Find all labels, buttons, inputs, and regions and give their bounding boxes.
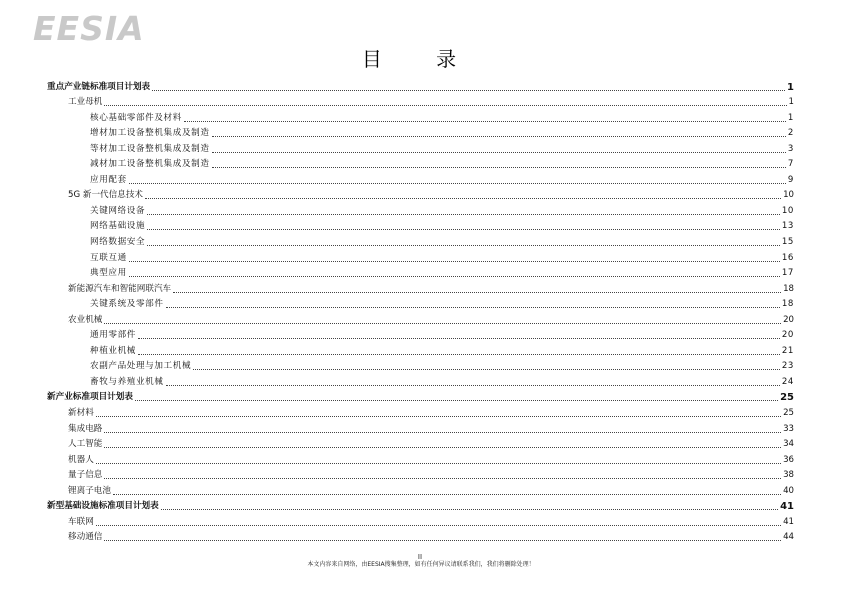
toc-leader-dots — [129, 261, 780, 262]
toc-entry-page: 1 — [787, 112, 794, 123]
toc-entry-page: 25 — [783, 408, 794, 419]
toc-entry-label: 5G 新一代信息技术 — [68, 190, 144, 201]
toc-entry-page: 34 — [783, 439, 794, 450]
toc-entry-page: 33 — [783, 423, 794, 434]
toc-entry-label: 机器人 — [68, 454, 94, 465]
toc-entry[interactable] — [47, 341, 794, 357]
toc-entry[interactable] — [47, 528, 794, 544]
toc-leader-dots — [212, 167, 786, 168]
toc-entry[interactable] — [47, 232, 794, 248]
toc-entry[interactable] — [47, 403, 794, 419]
table-of-contents — [47, 77, 794, 543]
toc-entry-label: 工业母机 — [68, 97, 103, 108]
toc-entry-label: 移动通信 — [68, 532, 103, 543]
toc-entry[interactable] — [47, 248, 794, 264]
toc-leader-dots — [104, 447, 781, 448]
toc-entry-page: 20 — [781, 330, 794, 341]
toc-entry-page: 44 — [783, 532, 794, 543]
toc-entry-label: 畜牧与养殖业机械 — [90, 376, 164, 387]
toc-entry-label: 网络数据安全 — [90, 237, 146, 248]
toc-entry-page: 18 — [781, 299, 794, 310]
toc-entry-label: 等材加工设备整机集成及制造 — [90, 143, 210, 154]
toc-entry[interactable] — [47, 512, 794, 528]
toc-entry-label: 重点产业链标准项目计划表 — [47, 81, 151, 92]
toc-entry[interactable] — [47, 279, 794, 295]
toc-entry-page: 36 — [783, 454, 794, 465]
toc-entry[interactable] — [47, 295, 794, 311]
toc-entry-label: 核心基础零部件及材料 — [90, 112, 182, 123]
toc-leader-dots — [104, 478, 781, 479]
toc-leader-dots — [147, 214, 780, 215]
toc-entry-page: 25 — [780, 392, 794, 404]
toc-entry-label: 网络基础设施 — [90, 221, 146, 232]
toc-entry-page: 17 — [781, 268, 794, 279]
toc-entry[interactable] — [47, 435, 794, 451]
toc-entry[interactable] — [47, 186, 794, 202]
toc-entry-label: 农业机械 — [68, 314, 103, 325]
toc-entry-page: 21 — [781, 345, 794, 356]
toc-entry-label: 新材料 — [68, 408, 94, 419]
toc-entry-label: 互联互通 — [90, 252, 127, 263]
toc-entry[interactable] — [47, 357, 794, 373]
toc-entry-page: 1 — [788, 97, 794, 108]
toc-entry[interactable] — [47, 77, 794, 93]
toc-leader-dots — [161, 509, 778, 510]
toc-leader-dots — [96, 463, 781, 464]
toc-entry[interactable] — [47, 497, 794, 513]
toc-entry-label: 新能源汽车和智能网联汽车 — [68, 283, 172, 294]
toc-entry-label: 减材加工设备整机集成及制造 — [90, 159, 210, 170]
toc-entry[interactable] — [47, 155, 794, 171]
toc-entry[interactable] — [47, 388, 794, 404]
toc-entry-page: 18 — [783, 283, 794, 294]
toc-entry[interactable] — [47, 326, 794, 342]
toc-leader-dots — [184, 121, 786, 122]
toc-entry-page: 13 — [781, 221, 794, 232]
toc-entry-page: 7 — [787, 159, 794, 170]
toc-leader-dots — [104, 540, 781, 541]
toc-entry-label: 应用配套 — [90, 174, 127, 185]
toc-entry[interactable] — [47, 450, 794, 466]
toc-entry[interactable] — [47, 93, 794, 109]
toc-entry-page: 41 — [780, 501, 794, 513]
toc-entry-label: 增材加工设备整机集成及制造 — [90, 128, 210, 139]
toc-leader-dots — [113, 494, 781, 495]
toc-entry[interactable] — [47, 108, 794, 124]
toc-leader-dots — [193, 369, 780, 370]
toc-leader-dots — [129, 183, 786, 184]
toc-entry-page: 15 — [781, 237, 794, 248]
toc-entry-label: 农副产品处理与加工机械 — [90, 361, 192, 372]
toc-entry-label: 集成电路 — [68, 423, 103, 434]
toc-leader-dots — [166, 385, 780, 386]
toc-entry[interactable] — [47, 419, 794, 435]
toc-entry-page: 10 — [781, 205, 794, 216]
toc-entry-page: 20 — [783, 314, 794, 325]
page-title: 目 录 — [361, 47, 481, 71]
toc-leader-dots — [138, 354, 780, 355]
toc-entry[interactable] — [47, 217, 794, 233]
toc-entry-label: 新型基础设施标准项目计划表 — [47, 501, 159, 512]
toc-entry[interactable] — [47, 466, 794, 482]
page-number: II — [417, 553, 423, 561]
toc-entry-page: 2 — [787, 128, 794, 139]
toc-entry-page: 41 — [783, 516, 794, 527]
toc-entry[interactable] — [47, 481, 794, 497]
toc-leader-dots — [104, 323, 781, 324]
page-footer — [0, 553, 842, 569]
toc-entry-page: 3 — [787, 143, 794, 154]
toc-entry-label: 关键网络设备 — [90, 205, 146, 216]
toc-entry-page: 24 — [781, 376, 794, 387]
toc-entry[interactable] — [47, 124, 794, 140]
toc-entry[interactable] — [47, 139, 794, 155]
toc-leader-dots — [104, 432, 781, 433]
toc-entry[interactable] — [47, 372, 794, 388]
toc-entry-label: 车联网 — [68, 516, 94, 527]
toc-entry-label: 量子信息 — [68, 470, 103, 481]
toc-leader-dots — [147, 229, 780, 230]
toc-entry-label: 典型应用 — [90, 268, 127, 279]
toc-entry[interactable] — [47, 264, 794, 280]
toc-leader-dots — [166, 307, 780, 308]
toc-entry-page: 38 — [783, 470, 794, 481]
toc-entry-label: 关键系统及零部件 — [90, 299, 164, 310]
toc-entry[interactable] — [47, 170, 794, 186]
toc-leader-dots — [173, 292, 781, 293]
toc-leader-dots — [152, 90, 785, 91]
toc-leader-dots — [129, 276, 780, 277]
toc-leader-dots — [138, 338, 780, 339]
toc-entry-page: 23 — [781, 361, 794, 372]
toc-entry-page: 9 — [787, 174, 794, 185]
toc-entry-label: 人工智能 — [68, 439, 103, 450]
toc-entry-label: 种植业机械 — [90, 345, 136, 356]
toc-leader-dots — [147, 245, 780, 246]
toc-entry-page: 40 — [783, 485, 794, 496]
toc-leader-dots — [212, 136, 786, 137]
toc-leader-dots — [96, 525, 781, 526]
eesia-logo: EESIA — [33, 9, 145, 48]
toc-leader-dots — [212, 152, 786, 153]
toc-entry-page: 1 — [787, 81, 794, 93]
toc-leader-dots — [145, 198, 781, 199]
toc-leader-dots — [135, 400, 778, 401]
toc-entry-label: 通用零部件 — [90, 330, 136, 341]
footer-notice: 本文内容来自网络，由EESIA搜集整理，如有任何异议请联系我们，我们将删除处理！ — [307, 561, 535, 568]
toc-entry-label: 新产业标准项目计划表 — [47, 392, 133, 403]
toc-entry-label: 锂离子电池 — [68, 485, 111, 496]
toc-leader-dots — [96, 416, 781, 417]
toc-entry-page: 10 — [783, 190, 794, 201]
toc-entry[interactable] — [47, 310, 794, 326]
toc-entry-page: 16 — [781, 252, 794, 263]
toc-entry[interactable] — [47, 201, 794, 217]
toc-leader-dots — [104, 105, 786, 106]
